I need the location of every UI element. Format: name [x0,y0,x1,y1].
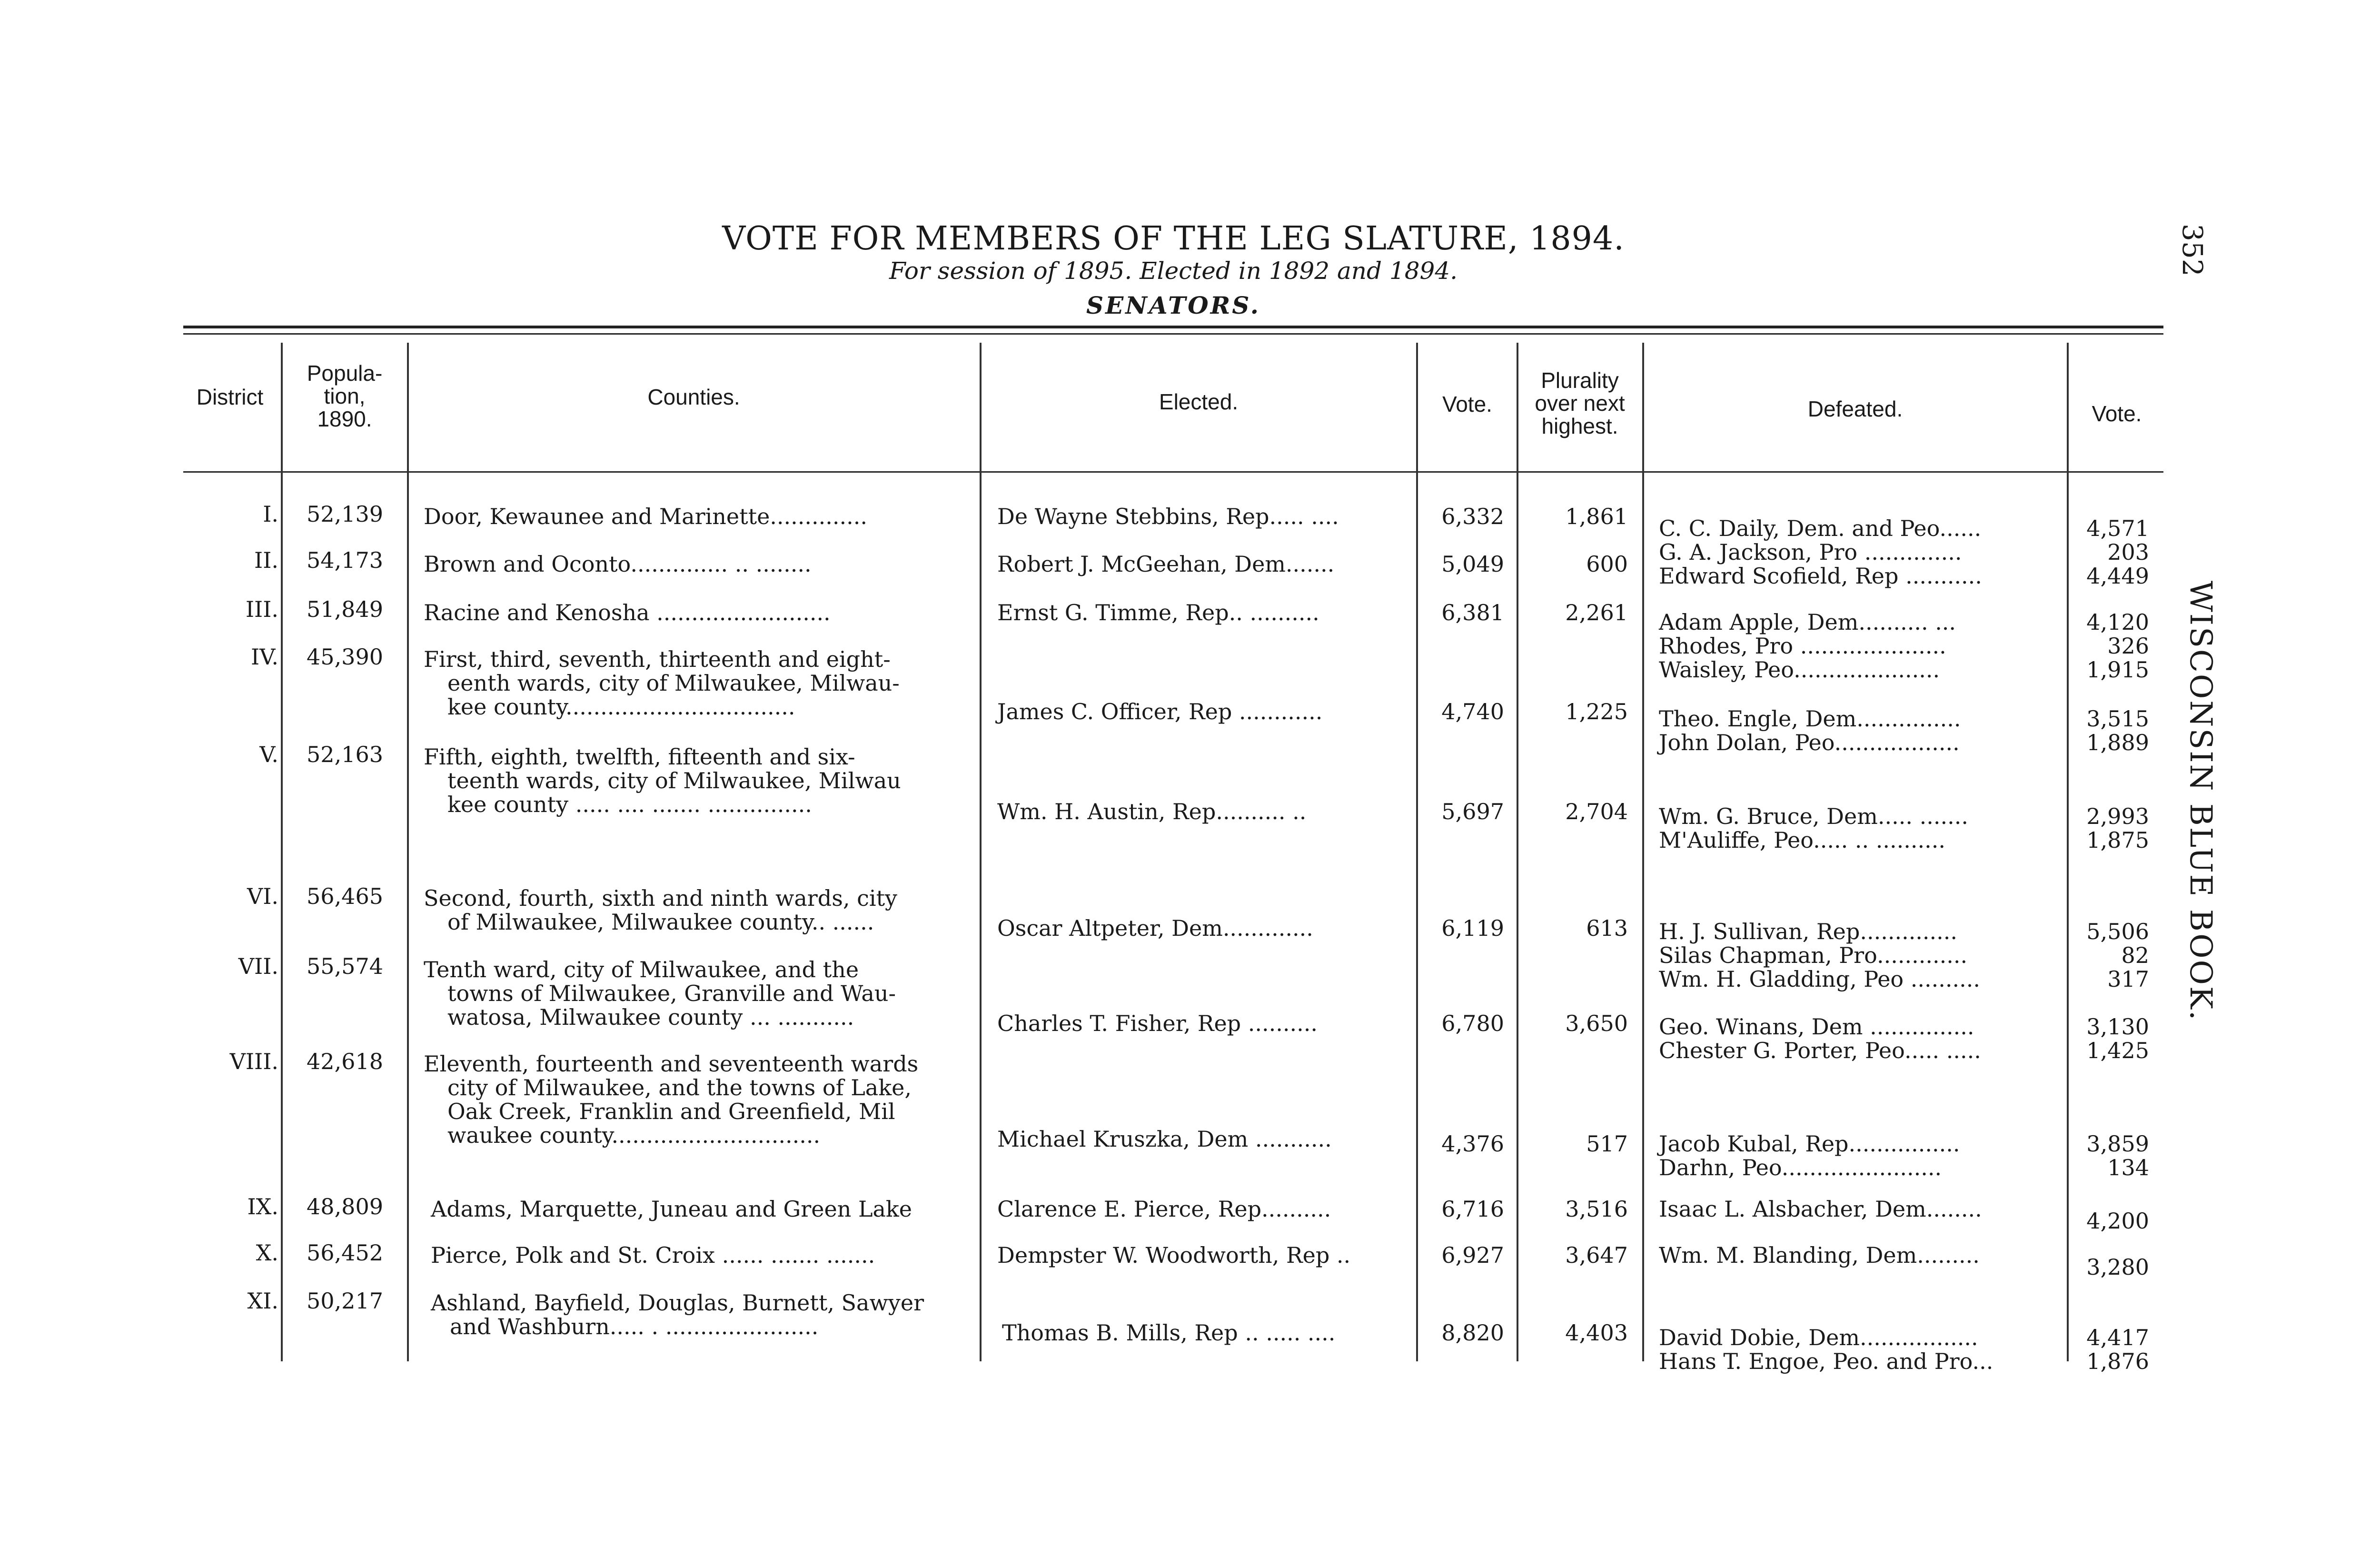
defeated-cell [1659,1197,1982,1221]
district-cell: XI. [247,1288,278,1314]
defeated-candidate: Theo. Engle, Dem............... [1659,706,1961,732]
plurality-cell: 600 [1586,551,1628,577]
vote-cell: 5,697 [1441,799,1504,824]
plurality-cell: 1,225 [1565,699,1628,724]
defeated-candidate: G. A. Jackson, Pro .............. [1659,539,1962,565]
elected-cell: Thomas B. Mills, Rep .. ..... .... [1002,1320,1336,1346]
column-divider [1416,343,1418,1361]
column-divider [281,343,283,1361]
district-cell: VII. [238,953,278,979]
counties-line: Door, Kewaunee and Marinette.............. [424,504,868,529]
defeated-vote: 1,889 [2086,730,2149,755]
district-cell: X. [256,1240,278,1266]
defeated-vote: 4,449 [2086,563,2149,589]
vote-cell: 4,376 [1441,1131,1504,1157]
defeated-vote-cell [2071,967,2149,1039]
page-subtitle: For session of 1895. Elected in 1892 and 1894. [889,257,1458,285]
counties-cell [431,1197,912,1221]
elected-cell: Clarence E. Pierce, Rep.......... [997,1196,1331,1222]
vote-cell: 5,049 [1441,551,1504,577]
vote-cell: 8,820 [1441,1320,1504,1346]
defeated-vote-cell [2071,707,2149,754]
population-cell: 48,809 [307,1194,383,1219]
plurality-cell: 1,861 [1565,504,1628,529]
elected-cell: Ernst G. Timme, Rep.. .......... [997,600,1319,625]
defeated-vote: 82 [2121,942,2149,968]
district-cell: VI. [247,883,278,909]
population-cell: 55,574 [307,953,383,979]
counties-cell [424,745,901,816]
defeated-vote: 4,120 [2086,609,2149,635]
plurality-cell: 613 [1586,915,1628,941]
defeated-cell [1659,516,1981,564]
elected-cell: Michael Kruszka, Dem ........... [997,1126,1332,1152]
top-rule-thin [183,333,2163,335]
defeated-vote: 3,130 [2086,1014,2149,1040]
vote-cell: 6,119 [1441,915,1504,941]
header-plurality-line: highest. [1541,414,1618,438]
counties-line: Racine and Kenosha ......................... [424,600,831,625]
defeated-vote: 203 [2107,539,2149,565]
defeated-vote: 3,859 [2086,1131,2149,1157]
population-cell: 52,139 [307,501,383,527]
defeated-vote: 1,425 [2086,1038,2149,1063]
counties-line: teenth wards, city of Milwaukee, Milwau [447,768,901,793]
defeated-cell [1659,804,1968,852]
header-counties: Counties. [647,385,740,409]
population-cell: 56,465 [307,883,383,909]
defeated-cell [1659,1039,1981,1179]
defeated-vote: 1,876 [2086,1348,2149,1374]
defeated-vote-cell [2071,1255,2149,1279]
elected-cell: James C. Officer, Rep ............ [997,699,1323,724]
header-plurality [1518,369,1641,437]
counties-line: Pierce, Polk and St. Croix ...... ....... ....... [431,1242,875,1268]
counties-line: eenth wards, city of Milwaukee, Milwau- [447,670,900,696]
defeated-vote: 5,506 [2086,919,2149,944]
column-divider [980,343,982,1361]
counties-line: watosa, Milwaukee county ... ........... [447,1004,854,1030]
counties-cell [424,886,897,934]
column-divider [407,343,409,1361]
defeated-vote: 1,875 [2086,827,2149,853]
plurality-cell: 2,704 [1565,799,1628,824]
population-cell: 52,163 [307,742,383,767]
population-cell: 42,618 [307,1049,383,1074]
counties-line: Oak Creek, Franklin and Greenfield, Mil [447,1099,895,1124]
vote-cell: 6,927 [1441,1242,1504,1268]
defeated-cell [1659,610,1956,682]
defeated-vote-cell [2071,1209,2149,1233]
defeated-candidate: Isaac L. Alsbacher, Dem........ [1659,1196,1982,1222]
defeated-candidate: Silas Chapman, Pro............. [1659,942,1968,968]
column-divider [2067,343,2069,1361]
district-cell: V. [259,742,278,767]
defeated-candidate: Rhodes, Pro ..................... [1659,633,1946,659]
section-heading: SENATORS. [1086,291,1261,319]
header-plurality-line: over next [1535,391,1625,416]
counties-line: First, third, seventh, thirteenth and eight- [424,646,891,672]
counties-cell [424,958,896,1029]
defeated-vote-cell [2071,920,2149,967]
defeated-vote: 4,417 [2086,1325,2149,1350]
defeated-candidate: David Dobie, Dem................. [1659,1325,1978,1350]
defeated-vote: 3,515 [2086,706,2149,732]
page-number: 352 [2176,224,2209,277]
defeated-candidate: H. J. Sullivan, Rep.............. [1659,919,1958,944]
header-bottom-rule [183,471,2163,473]
counties-line: city of Milwaukee, and the towns of Lake, [447,1075,912,1100]
defeated-candidate: Adam Apple, Dem.......... ... [1659,609,1956,635]
counties-cell [424,1052,918,1147]
defeated-vote: 3,280 [2086,1254,2149,1280]
counties-cell [424,601,831,624]
counties-line: Tenth ward, city of Milwaukee, and the [424,957,859,982]
plurality-cell: 3,516 [1565,1196,1628,1222]
elected-cell: Charles T. Fisher, Rep .......... [997,1011,1318,1036]
district-cell: II. [254,547,278,573]
counties-cell [424,505,867,528]
defeated-candidate: Wm. H. Gladding, Peo .......... [1659,966,1980,992]
defeated-candidate: Darhn, Peo....................... [1659,1155,1942,1180]
defeated-cell [1659,564,1982,588]
defeated-vote: 1,915 [2086,657,2149,683]
district-cell: III. [245,596,278,622]
vote-cell: 4,740 [1441,699,1504,724]
counties-cell [431,1243,875,1267]
counties-cell [431,1291,924,1338]
district-cell: IX. [247,1194,278,1219]
defeated-candidate: Geo. Winans, Dem ............... [1659,1014,1974,1040]
counties-line: kee county ..... .... ....... ............... [447,792,812,817]
header-plurality-line: Plurality [1541,368,1619,393]
plurality-cell: 4,403 [1565,1320,1628,1346]
defeated-candidate: C. C. Daily, Dem. and Peo...... [1659,515,1982,541]
defeated-vote: 326 [2107,633,2149,659]
defeated-vote-cell [2071,1326,2149,1373]
column-divider [1517,343,1518,1361]
header-population-line: Popula- [307,361,383,386]
defeated-vote-cell [2071,516,2149,564]
population-cell: 50,217 [307,1288,383,1314]
plurality-cell: 2,261 [1565,600,1628,625]
defeated-vote-cell [2071,564,2149,588]
defeated-vote: 2,993 [2086,803,2149,829]
counties-line: kee county................................. [447,694,795,720]
defeated-cell [1659,967,1980,1039]
elected-cell: Robert J. McGeehan, Dem....... [997,551,1335,577]
counties-line: of Milwaukee, Milwaukee county.. ...... [447,909,874,935]
defeated-candidate: Wm. G. Bruce, Dem..... ....... [1659,803,1968,829]
defeated-candidate: Edward Scofield, Rep ........... [1659,563,1982,589]
defeated-cell [1659,1326,1993,1373]
counties-line: and Washburn..... . ...................... [450,1314,819,1339]
header-elected: Elected. [1159,389,1239,414]
header-population-line: tion, [324,384,366,408]
header-defeated: Defeated. [1807,396,1903,421]
counties-line: Adams, Marquette, Juneau and Green Lake [431,1196,912,1222]
header-vote-defeated: Vote. [2092,401,2142,426]
district-cell: I. [263,501,278,527]
defeated-vote: 317 [2107,966,2149,992]
defeated-vote: 134 [2107,1155,2149,1180]
population-cell: 51,849 [307,596,383,622]
counties-line: Eleventh, fourteenth and seventeenth wards [424,1051,919,1077]
defeated-candidate: M'Auliffe, Peo..... .. .......... [1659,827,1945,853]
defeated-cell [1659,1243,1980,1267]
header-population [283,362,406,430]
defeated-candidate: Hans T. Engoe, Peo. and Pro... [1659,1348,1993,1374]
elected-cell: De Wayne Stebbins, Rep..... .... [997,504,1339,529]
header-vote: Vote. [1442,392,1492,416]
defeated-vote-cell [2071,804,2149,852]
counties-line: Brown and Oconto.............. .. ........ [424,551,812,577]
vote-cell: 6,716 [1441,1196,1504,1222]
plurality-cell: 517 [1586,1131,1628,1157]
population-cell: 45,390 [307,644,383,670]
population-cell: 54,173 [307,547,383,573]
population-cell: 56,452 [307,1240,383,1266]
defeated-candidate: Jacob Kubal, Rep................ [1659,1131,1960,1157]
defeated-candidate: Chester G. Porter, Peo..... ..... [1659,1038,1981,1063]
counties-line: towns of Milwaukee, Granville and Wau- [447,981,896,1006]
district-cell: IV. [251,644,278,670]
running-head: WISCONSIN BLUE BOOK. [2183,581,2218,1022]
counties-line: Fifth, eighth, twelfth, fifteenth and six- [424,744,855,770]
plurality-cell: 3,650 [1565,1011,1628,1036]
defeated-cell [1659,920,1967,967]
defeated-vote: 4,200 [2086,1208,2149,1234]
defeated-vote: 4,571 [2086,515,2149,541]
defeated-candidate: Wm. M. Blanding, Dem......... [1659,1242,1980,1268]
vote-cell: 6,332 [1441,504,1504,529]
vote-cell: 6,780 [1441,1011,1504,1036]
header-population-line: 1890. [317,406,372,431]
counties-line: Second, fourth, sixth and ninth wards, city [424,885,898,911]
plurality-cell: 3,647 [1565,1242,1628,1268]
vote-cell: 6,381 [1441,600,1504,625]
district-cell: VIII. [229,1049,278,1074]
column-divider [1642,343,1644,1361]
elected-cell: Oscar Altpeter, Dem............. [997,915,1313,941]
counties-cell [424,647,900,719]
elected-cell: Wm. H. Austin, Rep.......... .. [997,799,1307,824]
counties-line: waukee county.............................. [447,1122,821,1148]
defeated-vote-cell [2071,1039,2149,1179]
defeated-candidate: Waisley, Peo..................... [1659,657,1940,683]
header-district: District [196,385,264,409]
elected-cell: Dempster W. Woodworth, Rep .. [997,1242,1351,1268]
defeated-candidate: John Dolan, Peo.................. [1659,730,1960,755]
defeated-vote-cell [2071,610,2149,682]
top-rule-thick [183,326,2163,328]
counties-line: Ashland, Bayfield, Douglas, Burnett, Sawyer [431,1290,924,1316]
defeated-cell [1659,707,1961,754]
page-title: VOTE FOR MEMBERS OF THE LEG SLATURE, 1894. [722,220,1625,258]
counties-cell [424,552,812,576]
